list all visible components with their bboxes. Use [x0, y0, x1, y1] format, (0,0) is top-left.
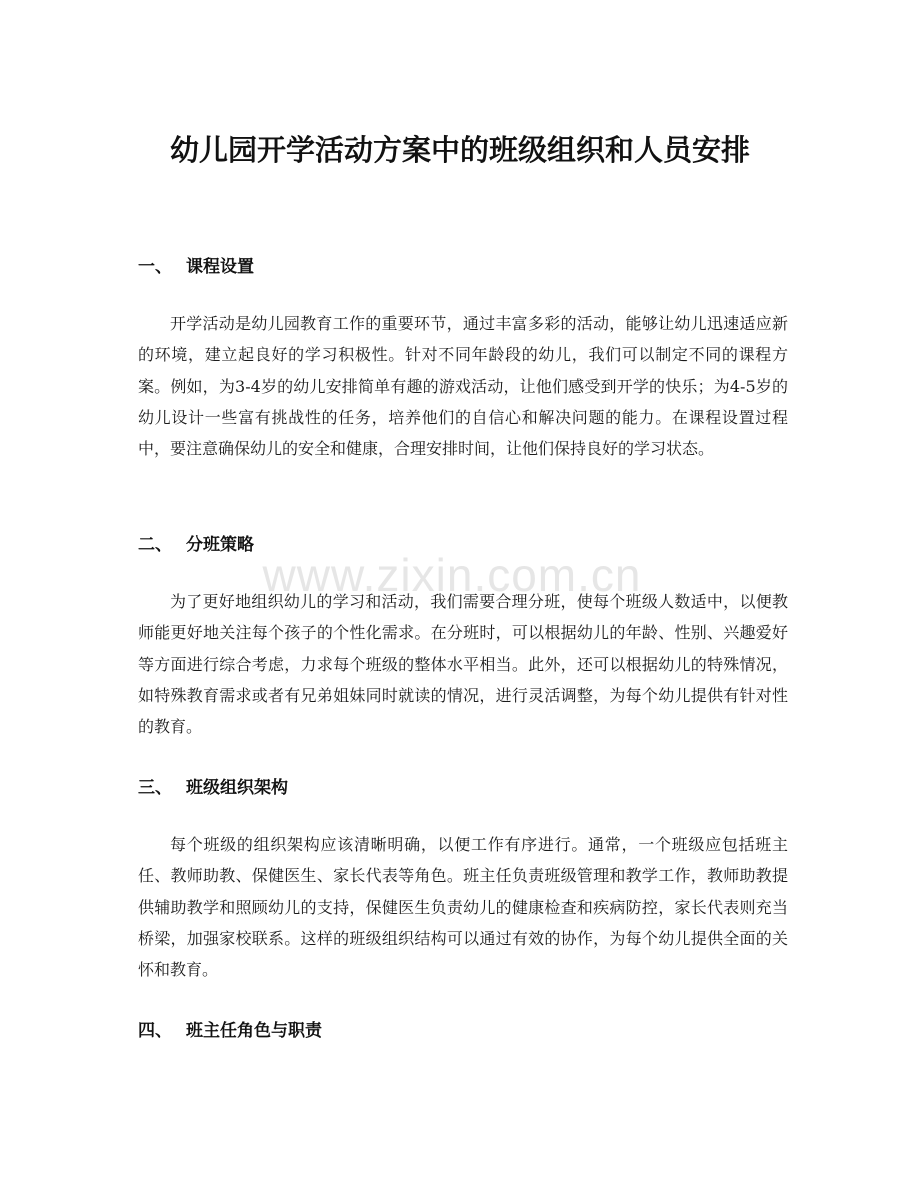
section-head-teacher-role	[138, 1019, 788, 1043]
section-paragraph: 开学活动是幼儿园教育工作的重要环节，通过丰富多彩的活动，能够让幼儿迅速适应新的环境，建立起良好的学习积极性。针对不同年龄段的幼儿，我们可以制定不同的课程方案。例如，为3-4岁的幼儿安排简单有趣的游戏活动，让他们感受到开学的快乐；为4-5岁的幼儿设计一些富有挑战性的任务，培养他们的自信心和解决问题的能力。在课程设置过程中，要注意确保幼儿的安全和健康，合理安排时间，让他们保持良好的学习状态。	[138, 314, 788, 459]
section-number: 二、	[138, 535, 172, 555]
section-number: 三、	[138, 778, 172, 798]
watermark: www.zixin.com.cn	[262, 549, 642, 601]
section-heading-text: 分班策略	[186, 535, 254, 555]
section-heading	[138, 255, 788, 279]
section-heading	[138, 776, 788, 800]
section-heading	[138, 533, 788, 557]
section-heading	[138, 1019, 788, 1043]
document-title: 幼儿园开学活动方案中的班级组织和人员安排	[169, 133, 750, 168]
section-paragraph: 每个班级的组织架构应该清晰明确，以便工作有序进行。通常，一个班级应包括班主任、教师助教、保健医生、家长代表等角色。班主任负责班级管理和教学工作，教师助教提供辅助教学和照顾幼儿的支持，保健医生负责幼儿的健康检查和疾病防控，家长代表则充当桥梁，加强家校联系。这样的班级组织结构可以通过有效的协作，为每个幼儿提供全面的关怀和教育。	[138, 835, 788, 980]
section-number: 四、	[138, 1021, 172, 1041]
section-heading-text: 课程设置	[186, 257, 254, 277]
section-number: 一、	[138, 257, 172, 277]
section-class-structure	[138, 776, 788, 985]
section-heading-text: 班级组织架构	[186, 778, 288, 798]
section-heading-text: 班主任角色与职责	[186, 1021, 322, 1041]
section-course-setup	[138, 255, 788, 464]
section-paragraph: 为了更好地组织幼儿的学习和活动，我们需要合理分班，使每个班级人数适中，以便教师能更好地关注每个孩子的个性化需求。在分班时，可以根据幼儿的年龄、性别、兴趣爱好等方面进行综合考虑，力求每个班级的整体水平相当。此外，还可以根据幼儿的特殊情况，如特殊教育需求或者有兄弟姐妹同时就读的情况，进行灵活调整，为每个幼儿提供有针对性的教育。	[138, 592, 788, 737]
section-class-division	[138, 533, 788, 742]
